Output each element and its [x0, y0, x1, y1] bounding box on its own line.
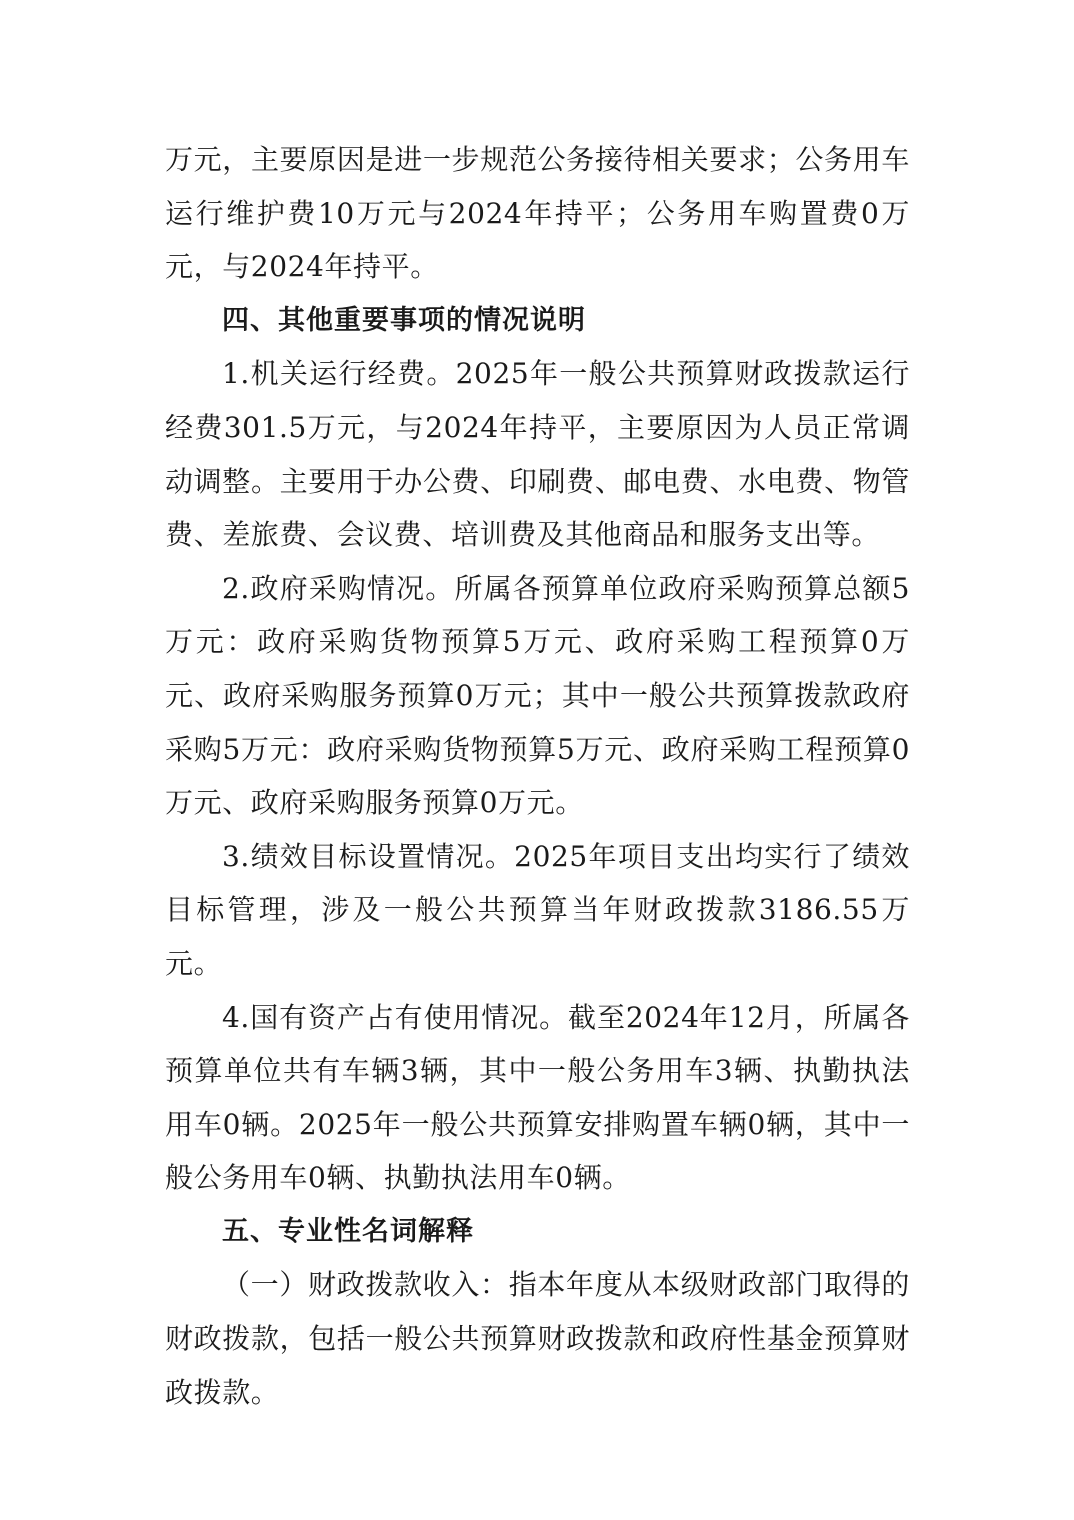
paragraph-state-assets: 4.国有资产占有使用情况。截至2024年12月，所属各预算单位共有车辆3辆，其中一般公务用车3辆、执勤执法用车0辆。2025年一般公共预算安排购置车辆0辆，其中一般公务用车0辆、执勤执法用车0辆。	[165, 1000, 910, 1195]
paragraph-continuation: 万元，主要原因是进一步规范公务接待相关要求；公务用车运行维护费10万元与2024年持平；公务用车购置费0万元，与2024年持平。	[165, 143, 910, 284]
section-heading-other-matters: 四、其他重要事项的情况说明	[222, 304, 586, 336]
section-heading-terms: 五、专业性名词解释	[222, 1215, 474, 1247]
paragraph-fiscal-appropriation-income: （一）财政拨款收入：指本年度从本级财政部门取得的财政拨款，包括一般公共预算财政拨款和政府性基金预算财政拨款。	[165, 1268, 910, 1409]
paragraph-operating-expenses: 1.机关运行经费。2025年一般公共预算财政拨款运行经费301.5万元，与2024年持平，主要原因为人员正常调动调整。主要用于办公费、印刷费、邮电费、水电费、物管费、差旅费、会议费、培训费及其他商品和服务支出等。	[165, 357, 910, 552]
document-page	[165, 133, 910, 1419]
paragraph-performance-targets: 3.绩效目标设置情况。2025年项目支出均实行了绩效目标管理，涉及一般公共预算当年财政拨款3186.55万元。	[165, 839, 910, 980]
paragraph-government-procurement: 2.政府采购情况。所属各预算单位政府采购预算总额5万元：政府采购货物预算5万元、政府采购工程预算0万元、政府采购服务预算0万元；其中一般公共预算拨款政府采购5万元：政府采购货物预算5万元、政府采购工程预算0万元、政府采购服务预算0万元。	[165, 571, 910, 820]
